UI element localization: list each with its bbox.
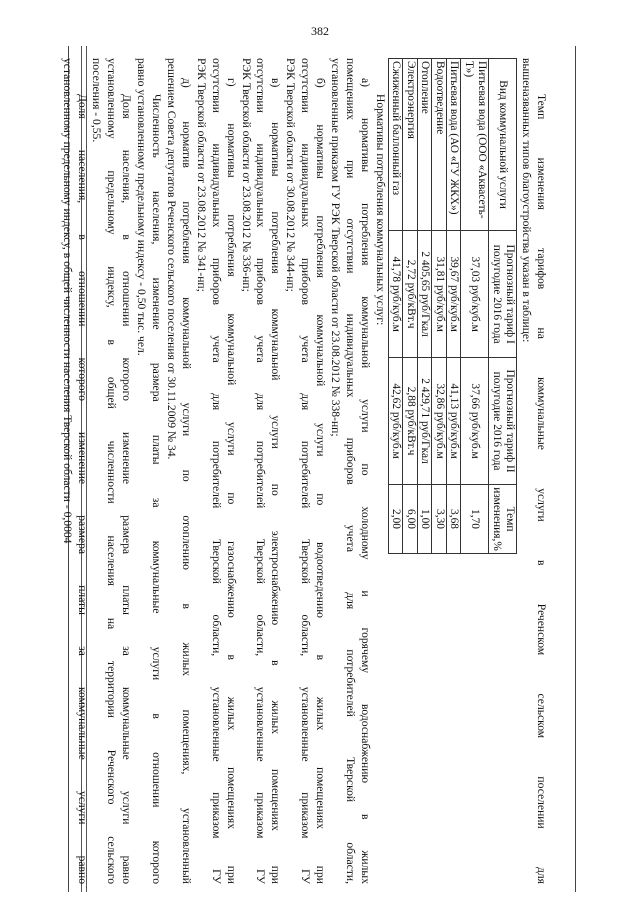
intro-line: Темп изменения тарифов на коммунальные услуги в Реченском сельском поселении для: [535, 94, 548, 884]
tariff-table: [388, 58, 518, 554]
cell-change: 6,00: [403, 485, 418, 554]
paragraph-line: решением Совета депутатов Реченского сельского поселения от 30.11.2009 № 34.: [165, 58, 178, 460]
paragraph-line: отсутствии индивидуальных приборов учета для потребителей Тверской области, установленные приказом ГУ: [299, 58, 313, 884]
paragraph-line: РЭК Тверской области от 23.08.2012 № 336-нп;: [239, 58, 253, 292]
paragraph-line: поселения - 0,55.: [90, 58, 104, 143]
table-row: [461, 59, 489, 554]
paragraph-line: Доля населения, в отношении которого изменение размера платы за коммунальные услуги равно: [120, 94, 134, 884]
norm-paragraph-c: [238, 58, 283, 884]
table-row: [417, 59, 432, 554]
cell-service: Сжиженный баллонный газ: [388, 59, 403, 231]
header-change-rate: Темп изменения,%: [489, 485, 517, 554]
paragraph-line: РЭК Тверской области от 30.08.2012 № 344-нп;: [284, 58, 298, 292]
population-count-paragraph: [133, 58, 163, 884]
cell-tariff-h2: 2,88 руб/кВт.ч: [403, 358, 418, 485]
cell-tariff-h1: 41,78 руб/куб.м: [388, 231, 403, 358]
rotated-content: [60, 46, 548, 892]
paragraph-line: Доля населения, в отношении которого изменение размера платы за коммунальные услуги равно: [75, 94, 89, 884]
header-service: Вид коммунальной услуги: [489, 59, 517, 231]
table-row: [403, 59, 418, 554]
header-tariff-h1: Прогнозный тариф I полугодие 2016 года: [489, 231, 517, 358]
intro-line: вышеназванных типов благоустройства указан в таблице:: [520, 58, 534, 343]
norm-paragraph-d: [193, 58, 238, 884]
cell-tariff-h1: 37,03 руб/куб.м: [461, 231, 489, 358]
cell-tariff-h2: 37,66 руб/куб.м: [461, 358, 489, 485]
cell-service: Электроэнергия: [403, 59, 418, 231]
paragraph-line: д) норматив потребления коммунальной услуги по отоплению в жилых помещениях, установленный: [179, 78, 193, 884]
cell-service: Питьевая вода (АО «ГУ ЖКХ»): [446, 59, 461, 231]
paragraph-line: в) нормативы потребления коммунальной услуги по электроснабжению в жилых помещениях при: [269, 78, 283, 884]
paragraph-line: установленные приказом ГУ РЭК Тверской области от 23.08.2012 № 338-нп;: [328, 58, 342, 437]
paragraph-line: б) нормативы потребления коммунальной услуги по водоотведению в жилых помещениях при: [314, 78, 328, 884]
paragraph-line: установленному предельному индексу, в общей численности населения на территории Реченского сельского: [105, 58, 119, 884]
cell-change: 3,30: [432, 485, 447, 554]
cell-service: Отопление: [417, 59, 432, 231]
cell-tariff-h1: 2 405,65 руб/Гкал: [417, 231, 432, 358]
norm-paragraph-b: [282, 58, 327, 884]
cell-service: Водоотведение: [432, 59, 447, 231]
header-tariff-h2: Прогнозный тариф II полугодие 2016 года: [489, 358, 517, 485]
table-header-row: [489, 59, 517, 554]
paragraph-line: г) нормативы потребления коммунальной услуги по газоснабжению в жилых помещениях при: [224, 78, 238, 884]
paragraph-line: помещениях при отсутствии индивидуальных приборов учета для потребителей Тверской области,: [343, 58, 357, 884]
paragraph-line: РЭК Тверской области от 23.08.2012 № 341-нп;: [194, 58, 208, 292]
paragraph-line: Численность населения, изменение размера платы за коммунальные услуги в отношении которого: [150, 94, 164, 884]
cell-service: Питьевая вода (ООО «Аквасеть-Т»): [461, 59, 489, 231]
document-body: [59, 58, 548, 884]
cell-tariff-h2: 2 429,71 руб/Гкал: [417, 358, 432, 485]
cell-tariff-h2: 41,13 руб/куб.м: [446, 358, 461, 485]
population-share-local-paragraph: [89, 58, 134, 884]
cell-tariff-h2: 42,62 руб/куб.м: [388, 358, 403, 485]
cell-tariff-h1: 39,67 руб/куб.м: [446, 231, 461, 358]
cell-tariff-h1: 31,81 руб/куб.м: [432, 231, 447, 358]
paragraph-line: отсутствии индивидуальных приборов учета для потребителей Тверской области, установленные приказом ГУ: [209, 58, 223, 884]
cell-change: 2,00: [388, 485, 403, 554]
norm-paragraph-e: [163, 58, 193, 884]
table-row: [432, 59, 447, 554]
paragraph-line: установленному предельному индексу, в общей численности населения Тверской области - 0,0004: [60, 58, 74, 544]
norm-paragraph-a: [327, 58, 372, 884]
cell-tariff-h1: 2,72 руб/кВт.ч: [403, 231, 418, 358]
paragraph-line: а) нормативы потребления коммунальной услуги по холодному и горячему водоснабжению в жилых: [358, 78, 372, 884]
paragraph-line: отсутствии индивидуальных приборов учета для потребителей Тверской области, установленные приказом ГУ: [254, 58, 268, 884]
cell-tariff-h2: 32,86 руб/куб.м: [432, 358, 447, 485]
table-row: [388, 59, 403, 554]
cell-change: 1,00: [417, 485, 432, 554]
table-row: [446, 59, 461, 554]
cell-change: 1,70: [461, 485, 489, 554]
paragraph-line: равно установленному предельному индексу - 0,50 тыс. чел.: [135, 58, 149, 356]
page-number: 382: [311, 24, 329, 38]
population-share-region-paragraph: [59, 58, 89, 884]
norms-title: Нормативы потребления коммунальных услуг:: [373, 94, 387, 326]
cell-change: 3,68: [446, 485, 461, 554]
